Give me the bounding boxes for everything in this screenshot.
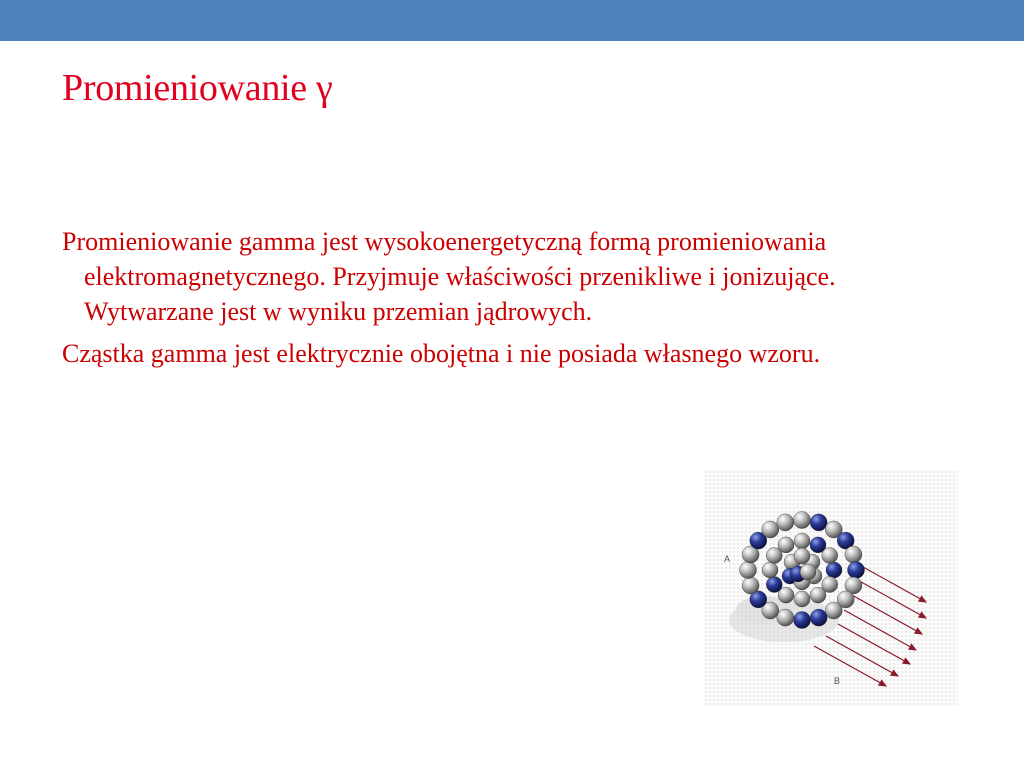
gamma-ray-arrow — [844, 610, 916, 650]
proton-sphere — [794, 548, 810, 564]
proton-sphere — [800, 564, 816, 580]
proton-sphere — [762, 562, 778, 578]
paragraph-1: Promieniowanie gamma jest wysokoenergetyczną formą promieniowania elektromagnetycznego. Przyjmuje właściwości przenikliwe i jonizujące. Wytwarzane jest w wyniku przemian jądrowych. — [62, 227, 836, 326]
proton-sphere — [742, 577, 759, 594]
proton-sphere — [740, 562, 757, 579]
proton-sphere — [794, 591, 810, 607]
proton-sphere — [777, 514, 794, 531]
gamma-ray-arrow — [814, 646, 886, 686]
proton-sphere — [810, 587, 826, 603]
proton-sphere — [762, 521, 779, 538]
proton-sphere — [845, 546, 862, 563]
proton-sphere — [825, 602, 842, 619]
neutron-sphere — [766, 577, 782, 593]
nucleus-illustration — [704, 470, 958, 706]
gamma-ray-arrow — [850, 594, 922, 634]
proton-sphere — [822, 548, 838, 564]
neutron-sphere — [794, 612, 811, 629]
proton-sphere — [777, 609, 794, 626]
neutron-sphere — [810, 609, 827, 626]
slide-body — [62, 224, 962, 378]
gamma-ray-arrow — [854, 578, 926, 618]
neutron-sphere — [848, 562, 865, 579]
label-a: A — [724, 554, 731, 564]
gamma-ray-arrow — [838, 624, 910, 664]
gamma-ray-arrow — [826, 636, 898, 676]
gamma-ray-arrow — [854, 562, 926, 602]
paragraph-2: Cząstka gamma jest elektrycznie obojętna i nie posiada własnego wzoru. — [62, 339, 821, 368]
proton-sphere — [794, 512, 811, 529]
label-b: B — [834, 676, 841, 686]
neutron-sphere — [810, 514, 827, 531]
top-band — [0, 0, 1024, 41]
slide-title: Promieniowanie γ — [62, 67, 333, 109]
neutron-sphere — [826, 562, 842, 578]
proton-sphere — [794, 533, 810, 549]
proton-sphere — [778, 537, 794, 553]
